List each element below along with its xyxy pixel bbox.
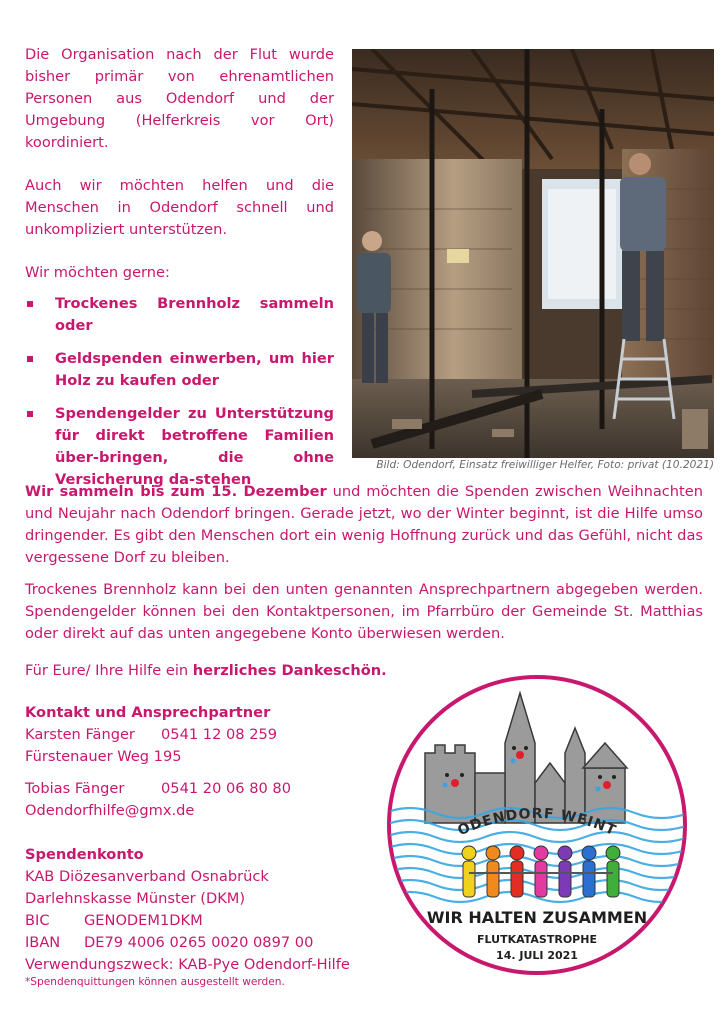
thanks-emphasis: herzliches Dankeschön. [192, 662, 387, 679]
account-iban-label: IBAN [25, 934, 61, 951]
logo-arc-text: ODENDORF WEINT [455, 805, 619, 840]
contact-email-link[interactable]: Odendorfhilfe@gmx.de [25, 802, 195, 819]
collection-paragraph [25, 481, 703, 569]
bullet-square-icon [27, 301, 33, 307]
intro-paragraph-3: Wir möchten gerne: [25, 264, 170, 281]
helpers-photo [352, 49, 714, 458]
account-organisation: KAB Diözesanverband Osnabrück [25, 868, 269, 885]
list-item: Trockenes Brennholz sammeln oder [25, 293, 334, 337]
list-item: Geldspenden einwerben, um hier Holz zu kaufen oder [25, 348, 334, 392]
thanks-paragraph: Für Eure/ Ihre Hilfe ein herzliches Dankeschön. [25, 662, 387, 679]
contact-person-1-phone[interactable]: 0541 12 08 259 [161, 726, 278, 743]
collection-deadline: Wir sammeln bis zum 15. Dezember [25, 483, 327, 500]
intro-paragraph-2: Auch wir möchten helfen und die Menschen in Odendorf schnell und unkompliziert unterstützen. [25, 177, 334, 238]
account-bank: Darlehnskasse Münster (DKM) [25, 890, 246, 907]
contact-heading: Kontakt und Ansprechpartner [25, 704, 271, 721]
odendorf-flood-logo [385, 673, 689, 977]
logo-event: FLUTKATASTROPHE [477, 933, 597, 946]
intro-paragraph-1: Die Organisation nach der Flut wurde bisher primär von ehrenamtlichen Personen aus Odendorf und der Umgebung (Helferkreis vor Ort) koordiniert. [25, 46, 334, 151]
list-item: Spendengelder zu Unterstützung für direkt betroffene Familien über-bringen, die ohne Versicherung da-stehen [25, 403, 334, 491]
collection-text: und möchten die Spenden zwischen Weihnachten und Neujahr nach Odendorf bringen. Gerade jetzt, wo der Winter beginnt, ist die Hilfe umso dringender. Es gibt den Menschen dort ein wenig Hoffnung zurück und das Gefühl, nicht das vergessene Dorf zu bleiben. [25, 483, 703, 566]
goals-list [25, 293, 334, 491]
logo-slogan: WIR HALTEN ZUSAMMEN [426, 908, 648, 927]
bullet-square-icon [27, 356, 33, 362]
logo-date: 14. JULI 2021 [496, 949, 578, 962]
account-bic-value: GENODEM1DKM [84, 912, 203, 929]
contact-person-2-phone[interactable]: 0541 20 06 80 80 [161, 780, 291, 797]
contact-section [25, 702, 375, 1002]
dropoff-paragraph: Trockenes Brennholz kann bei den unten genannten Ansprechpartnern abgegeben werden. Spendengelder können bei den Kontaktpersonen, im Pfarrbüro der Gemeinde St. Matthias oder direkt auf das unten angegebene Konto überwiesen werden. [25, 581, 703, 642]
account-heading: Spendenkonto [25, 846, 144, 863]
receipt-note: *Spendenquittungen können ausgestellt werden. [25, 976, 285, 988]
account-bic-label: BIC [25, 912, 50, 929]
contact-person-1-name: Karsten Fänger [25, 726, 135, 743]
photo-caption: Bild: Odendorf, Einsatz freiwilliger Helfer, Foto: privat (10.2021) [376, 459, 714, 471]
account-iban-value: DE79 4006 0265 0020 0897 00 [84, 934, 314, 951]
contact-person-1-address: Fürstenauer Weg 195 [25, 748, 182, 765]
contact-person-2-name: Tobias Fänger [25, 780, 125, 797]
bullet-square-icon [27, 411, 33, 417]
account-purpose: Verwendungszweck: KAB-Pye Odendorf-Hilfe [25, 956, 350, 973]
